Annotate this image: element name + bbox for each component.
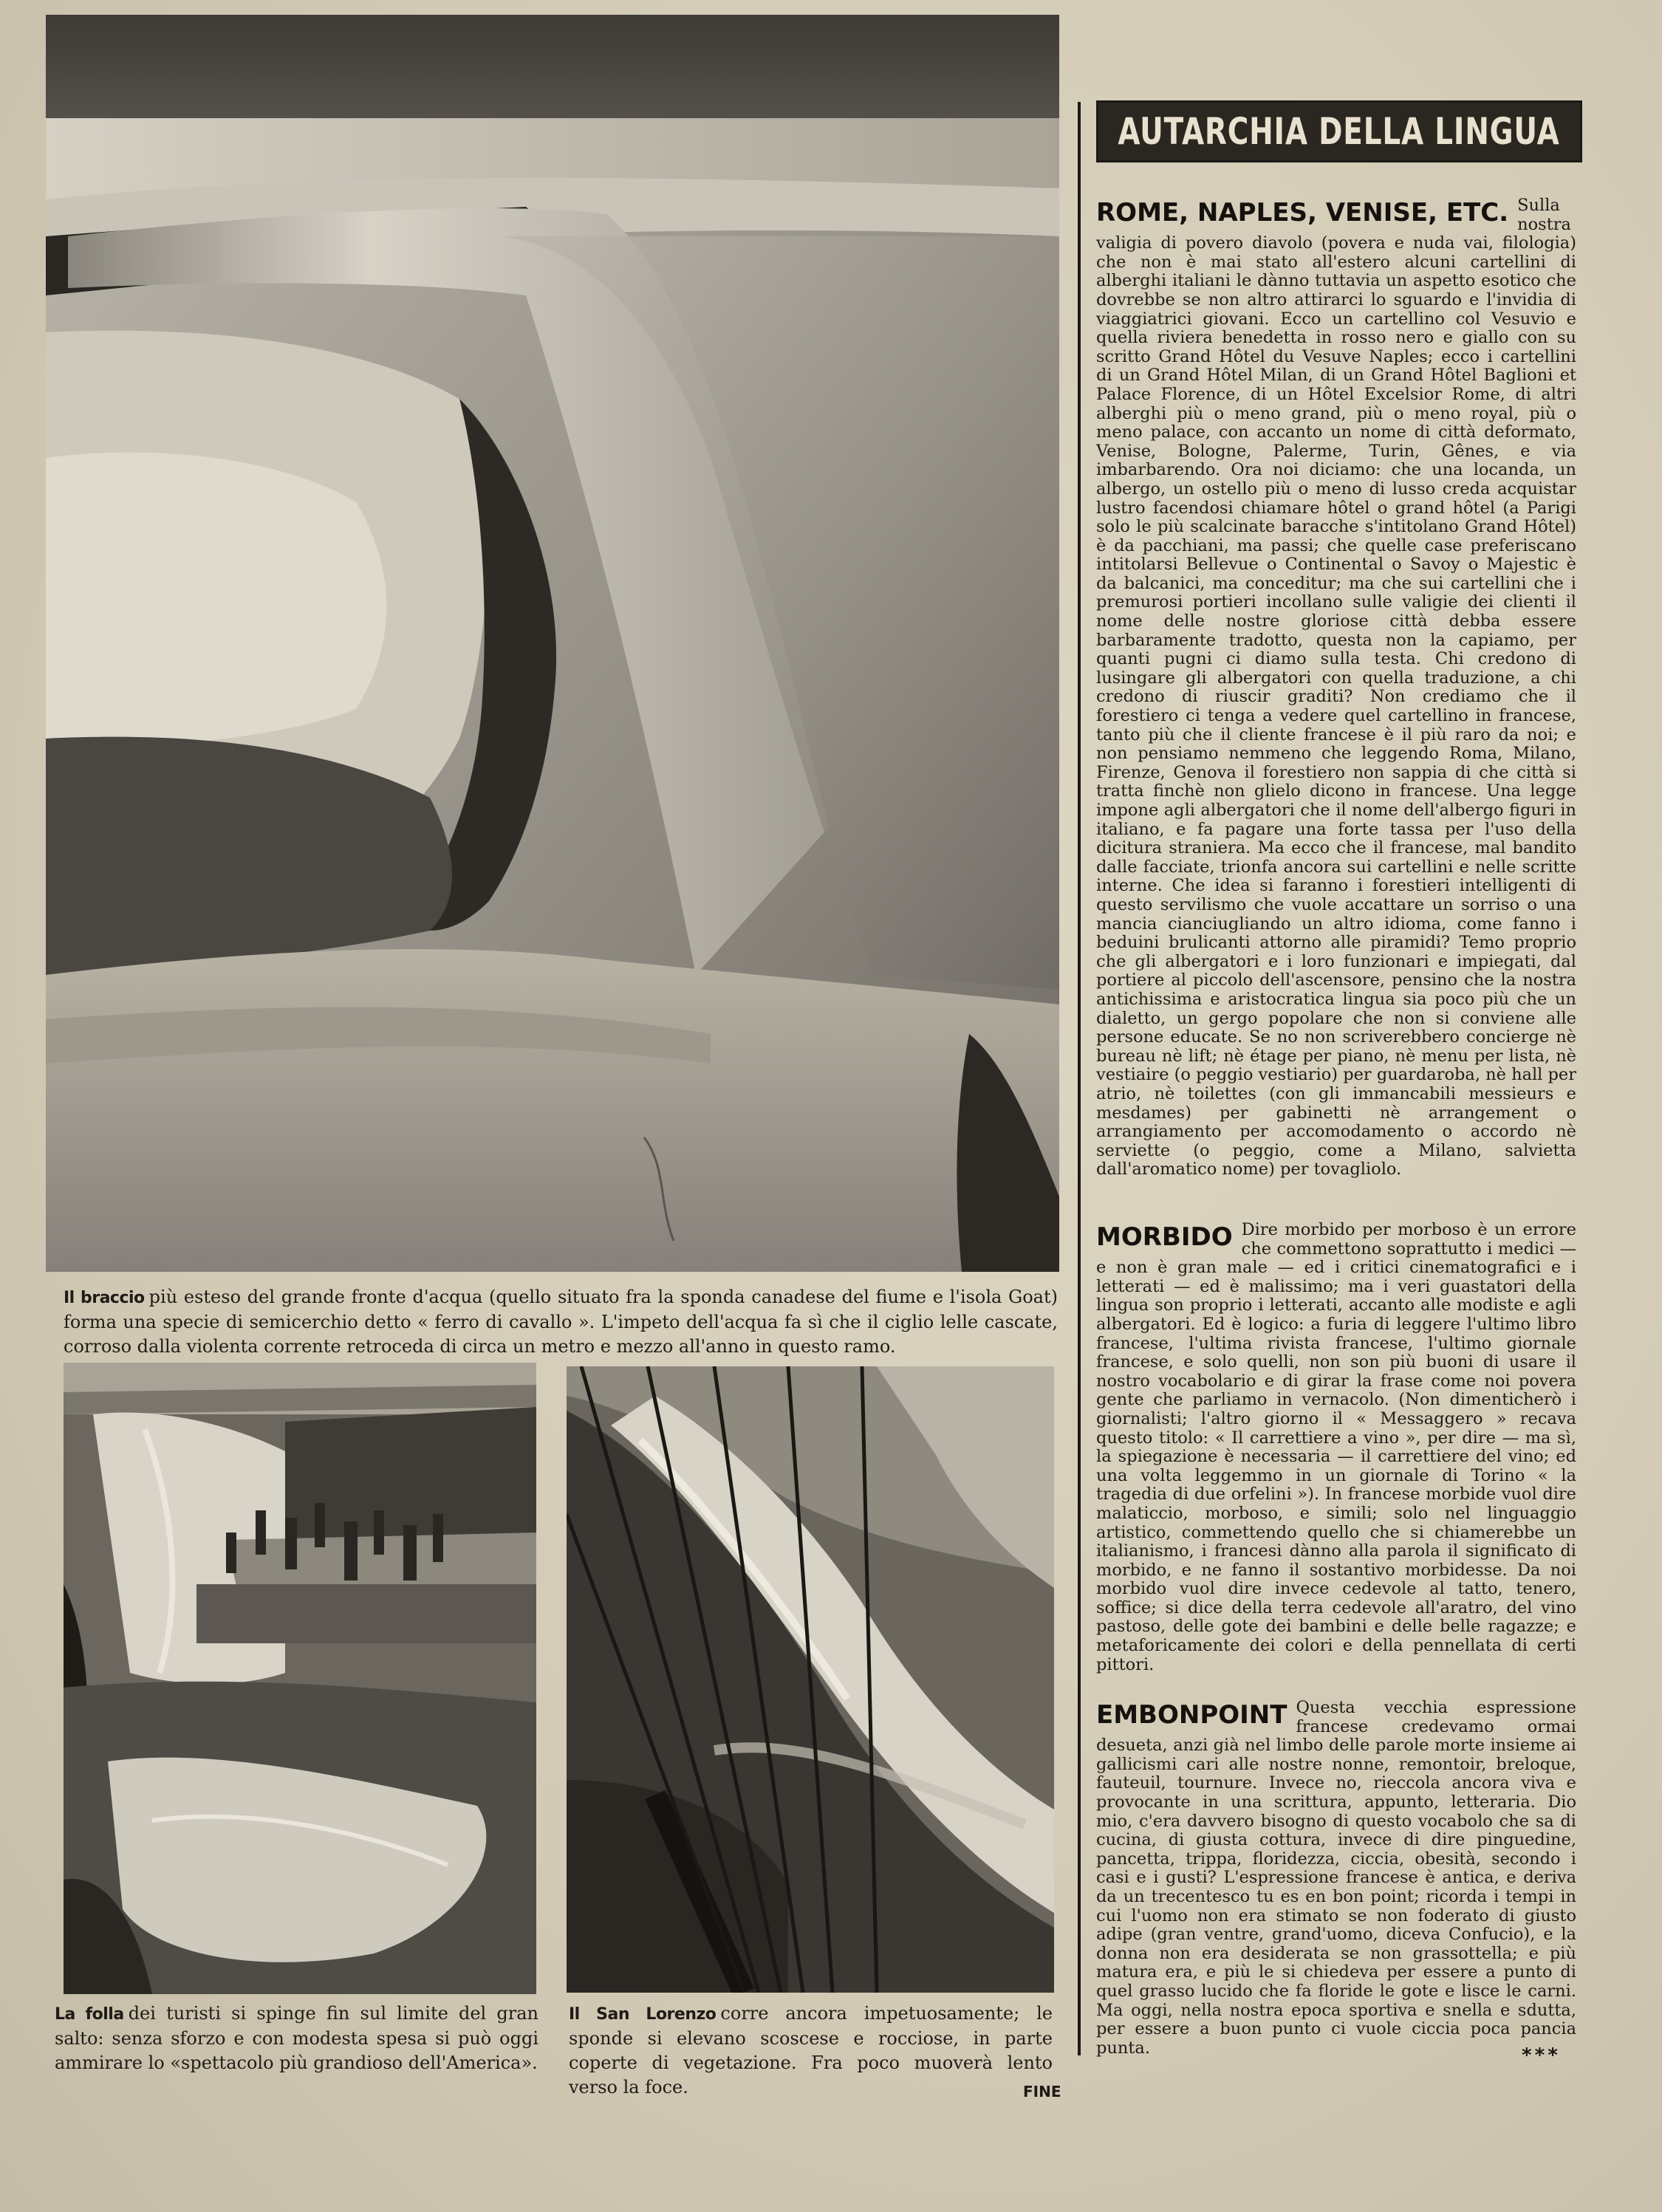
- section-keyword: EMBONPOINT: [1096, 1700, 1287, 1730]
- tourists-caption-text: dei turisti si spinge fin sul limite del gran salto: senza sforzo e con modesta spesa si può oggi ammirare lo «spettacolo più grandioso dell'America».: [55, 2003, 538, 2073]
- section-paragraph: [1096, 196, 1576, 1179]
- article-section-morbido: [1096, 1221, 1576, 1674]
- tourists-caption-lead: La folla: [55, 2005, 124, 2024]
- st-lawrence-image: [567, 1366, 1054, 1993]
- st-lawrence-caption: [569, 2002, 1053, 2100]
- section-paragraph: [1096, 1221, 1576, 1674]
- tourists-photo: [64, 1363, 536, 1994]
- section-keyword: ROME, NAPLES, VENISE, ETC.: [1096, 198, 1509, 227]
- fine-label: FINE: [1023, 2083, 1061, 2100]
- niagara-falls-image: [46, 15, 1059, 1272]
- section-paragraph: [1096, 1699, 1576, 2058]
- main-caption-lead: Il braccio: [64, 1289, 145, 1307]
- niagara-falls-photo: [46, 15, 1059, 1272]
- column-rule: [1078, 102, 1081, 2055]
- section-text: Sulla nostra valigia di povero diavolo (povera e nuda vai, filologia) che non è mai stato all'estero alcuni cartellini di alberghi italiani le dànno tuttavia un aspetto esotico che dovrebbe se non altro attirarci lo sguardo e l'invidia di viaggiatrici giovani. Ecco un cartellino col Vesuvio e quella riviera benedetta in rosso nero e giallo con su scritto Grand Hôtel du Vesuve Naples; ecco i cartellini di un Grand Hôtel Milan, di un Grand Hôtel Baglioni et Palace Florence, di un Hôtel Excelsior Rome, di altri alberghi più o meno grand, più o meno royal, più o meno palace, con accanto un nome di città deformato, Venise, Bologne, Palerme, Turin, Gênes, e via imbarbarendo. Ora noi diciamo: che una locanda, un albergo, un ostello più o meno di lusso creda acquistar lustro facendosi chiamare hôtel o grand hôtel (a Parigi solo le più scalcinate baracche s'intitolano Grand Hôtel) è da pacchiani, ma passi; che quelle case preferiscano intitolarsi Bellevue o Continental o Savoy o Majestic è da balcanici, ma conceditur; ma che sui cartellini che i premurosi portieri incollano sulle valigie dei clienti il nome delle nostre gloriose città debba essere barbaramente tradotto, questa non la capiamo, per quanti pugni ci diamo sulla testa. Chi credono di lusingare gli albergatori con quella traduzione, a chi credono di riuscir graditi? Non crediamo che il forestiero ci tenga a vedere quel cartellino in francese, tanto più che il cliente francese è il più raro da noi; e non pensiamo nemmeno che leggendo Roma, Milano, Firenze, Genova il forestiero non sappia di che città si tratta finchè non glielo dicono in francese. Una legge impone agli albergatori che il nome dell'albergo figuri in italiano, e fa pagare una forte tassa per l'uso della dicitura straniera. Ma ecco che il francese, mal bandito dalle facciate, trionfa ancora sui cartellini e nelle scritte interne. Che idea si faranno i forestieri intelligenti di questo servilismo che vuole accattare un sorriso o una mancia cianciugliando un altro idioma, come fanno i beduini brulicanti attorno alle piramidi? Temo proprio che gli albergatori e i loro funzionari e impiegati, dal portiere al piccolo dell'ascensore, pensino che la nostra antichissima e aristocratica lingua sia poco più che un dialetto, un gergo popolare che non si conviene alle persone educate. Se no non scriverebbero concierge nè bureau nè lift; nè étage per piano, nè menu per lista, nè vestiaire (o peggio vestiario) per guardaroba, nè hall per atrio, nè toilettes (con gli immancabili messieurs e mesdames) per gabinetti nè arrangement o arrangiamento per accomodamento o accordo nè serviette (o peggio, come a Milano, salvietta dall'aromatico nome) per tovagliolo.: [1096, 196, 1577, 1179]
- st-lawrence-caption-text: corre ancora impetuosamente; le sponde si elevano scoscese e rocciose, in parte coperte di vegetazione. Fra poco muoverà lento verso la foce.: [569, 2003, 1053, 2098]
- tourists-caption: [55, 2002, 538, 2075]
- st-lawrence-photo: [567, 1366, 1054, 1993]
- section-keyword: MORBIDO: [1096, 1222, 1233, 1252]
- article-section-embonpoint: [1096, 1699, 1576, 2058]
- article-end-mark: ***: [1522, 2044, 1561, 2067]
- section-text: Questa vecchia espressione francese credevamo ormai desueta, anzi già nel limbo delle parole morte insieme ai gallicismi cari alle nostre nonne, remontoir, breloque, fauteuil, tournure. Invece no, rieccola ancora viva e provocante in una scrittura, appunto, letteraria. Dio mio, c'era davvero bisogno di questo vocabolo che sa di cucina, di giusta cottura, invece di dire pinguedine, pancetta, trippa, floridezza, ciccia, obesità, secondo i casi e i gusti? L'espressione francese è antica, e deriva da un trecentesco tu es en bon point; ricorda i tempi in cui l'uomo non era stimato se non foderato di giusto adipe (gran ventre, grand'uomo, diceva Confucio), e la donna non era desiderata se non grassottella; e più matura era, e più le si chiedeva per essere a punto di quel grasso lucido che fa floride le gote e lisce le carni. Ma oggi, nella nostra epoca sportiva e snella e sdutta, per essere a buon punto ci vuole ciccia poca pancia punta.: [1096, 1698, 1576, 2058]
- tourists-image: [64, 1363, 536, 1994]
- st-lawrence-caption-lead: Il San Lorenzo: [569, 2005, 717, 2024]
- main-photo-caption: [64, 1285, 1058, 1359]
- article-title: AUTARCHIA DELLA LINGUA: [1118, 110, 1561, 153]
- article-section-rome-naples: [1096, 196, 1576, 1179]
- article-title-banner: [1096, 100, 1582, 162]
- section-text: Dire morbido per morboso è un errore che commettono soprattutto i medici — e non è gran male — ed i critici cinematografici e i letterati — ed è malissimo; ma i veri guastatori della lingua son proprio i letterati, accanto alle modiste e agli albergatori. Ed è logico: a furia di leggere l'ultimo libro francese, l'ultima rivista francese, l'ultimo giornale francese, e solo quelli, non son più buoni di usare il nostro vocabolario e di girar la frase come noi povera gente che parliamo in vernacolo. (Non dimenticherò i giornalisti; l'altro giorno il « Messaggero » recava questo titolo: « Il carrettiere a vino », per dire — ma sì, la spiegazione è necessaria — il carrettiere del vino; ed una volta leggemmo in un giornale di Torino « la tragedia di due orfelini »). In francese morbide vuol dire malaticcio, morboso, e simili; solo nel linguaggio artistico, commettendo quello che si chiamerebbe un italianismo, i francesi dànno alla parola il significato di morbido, e ne fanno il sostantivo morbidesse. Da noi morbido vuol dire invece cedevole al tatto, tenero, soffice; si dice della terra cedevole all'aratro, del vino pastoso, delle gote dei bambini e delle belle ragazze; e metaforicamente dei colori e della pennellata di certi pittori.: [1096, 1220, 1576, 1674]
- main-caption-text: più esteso del grande fronte d'acqua (quello situato fra la sponda canadese del fiume e l'isola Goat) forma una specie di semicerchio detto « ferro di cavallo ». L'impeto dell'acqua fa sì che il ciglio lelle cascate, corroso dalla violenta corrente retroceda di circa un metro e mezzo all'anno in questo ramo.: [64, 1287, 1058, 1357]
